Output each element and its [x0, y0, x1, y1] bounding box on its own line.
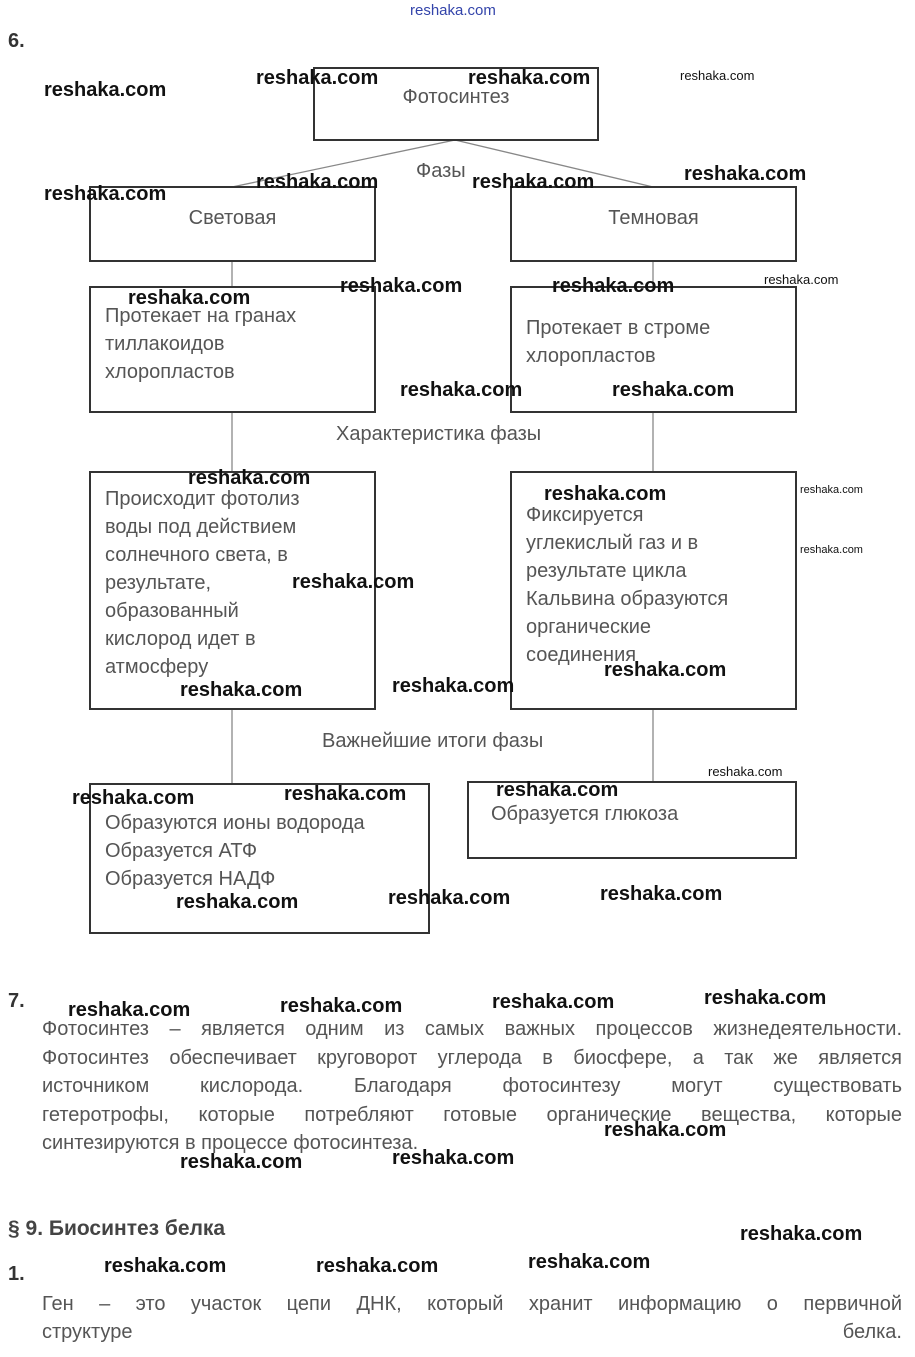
root-text: Фотосинтез	[402, 86, 510, 108]
light-characteristic-text: Происходит фотолиз воды под действием солнечного света, в результате, образованный кислород идет в атмосферу	[105, 488, 300, 678]
watermark: reshaka.com	[72, 787, 195, 809]
watermark: reshaka.com	[104, 1255, 227, 1277]
watermark: reshaka.com	[284, 783, 407, 805]
light-location-text: Протекает на гранах тиллакоидов хлоропластов	[105, 305, 297, 383]
site-link[interactable]: reshaka.com	[410, 2, 496, 19]
watermark: reshaka.com	[604, 659, 727, 681]
watermark: reshaka.com	[392, 1147, 515, 1169]
dark-result-text: Образуется глюкоза	[491, 803, 679, 825]
watermark: reshaka.com	[392, 675, 515, 697]
watermark: reshaka.com	[388, 887, 511, 909]
section-9-number: 1.	[8, 1263, 25, 1285]
light-phase-text: Световая	[188, 207, 277, 229]
watermark: reshaka.com	[280, 995, 403, 1017]
watermark: reshaka.com	[704, 987, 827, 1009]
watermark: reshaka.com	[552, 275, 675, 297]
watermark: reshaka.com	[292, 571, 415, 593]
light-result-text: Образуются ионы водорода Образуется АТФ Образуется НАДФ	[105, 812, 365, 890]
watermark: reshaka.com	[680, 68, 755, 83]
section-9-heading: § 9. Биосинтез белка	[8, 1217, 226, 1240]
watermark: reshaka.com	[340, 275, 463, 297]
watermark: reshaka.com	[316, 1255, 439, 1277]
task-7-line-1: Фотосинтез – является одним из самых важных процессов жизнедеятельности.	[42, 1018, 902, 1040]
watermark: reshaka.com	[128, 287, 251, 309]
watermark: reshaka.com	[544, 483, 667, 505]
watermark: reshaka.com	[800, 544, 863, 556]
watermark: reshaka.com	[612, 379, 735, 401]
task-7-line-3: источником кислорода. Благодаря фотосинтезу могут существовать	[42, 1075, 902, 1097]
watermark: reshaka.com	[740, 1223, 863, 1245]
results-label: Важнейшие итоги фазы	[322, 730, 544, 752]
dark-phase-box	[510, 186, 797, 262]
dark-phase-text: Темновая	[608, 207, 699, 229]
task-7-line-5: синтезируются в процессе фотосинтеза.	[42, 1132, 419, 1154]
watermark: reshaka.com	[188, 467, 311, 489]
watermark: reshaka.com	[472, 171, 595, 193]
watermark: reshaka.com	[176, 891, 299, 913]
task-7-line-2: Фотосинтез обеспечивает круговорот углерода в биосфере, а так же является	[42, 1046, 902, 1069]
watermark: reshaka.com	[256, 171, 379, 193]
task-7-number: 7.	[8, 990, 25, 1012]
watermark: reshaka.com	[44, 183, 167, 205]
watermark: reshaka.com	[604, 1119, 727, 1141]
watermark: reshaka.com	[684, 163, 807, 185]
dark-characteristic-text: Фиксируется углекислый газ и в результате цикла Кальвина образуются органические соединения	[526, 504, 729, 666]
watermark: reshaka.com	[708, 764, 783, 779]
watermark: reshaka.com	[764, 272, 839, 287]
watermark: reshaka.com	[492, 991, 615, 1013]
section-9-line-1: Ген – это участок цепи ДНК, который хранит информацию о первичной	[42, 1293, 902, 1315]
section-9-line-2: структуре белка.	[42, 1321, 902, 1343]
watermark: reshaka.com	[600, 883, 723, 905]
watermark: reshaka.com	[800, 484, 863, 496]
task-7-line-4: гетеротрофы, которые потребляют готовые органические вещества, которые	[42, 1103, 902, 1126]
task-6-number: 6.	[8, 30, 25, 52]
watermark: reshaka.com	[496, 779, 619, 801]
watermark: reshaka.com	[400, 379, 523, 401]
watermark: reshaka.com	[180, 679, 303, 701]
phases-label: Фазы	[416, 160, 466, 182]
watermark: reshaka.com	[180, 1151, 303, 1173]
watermark: reshaka.com	[68, 999, 191, 1021]
watermark: reshaka.com	[256, 67, 379, 89]
watermark: reshaka.com	[468, 67, 591, 89]
watermark: reshaka.com	[44, 79, 167, 101]
watermark: reshaka.com	[528, 1251, 651, 1273]
characteristics-label: Характеристика фазы	[336, 423, 542, 445]
dark-location-text: Протекает в строме хлоропластов	[526, 317, 711, 367]
